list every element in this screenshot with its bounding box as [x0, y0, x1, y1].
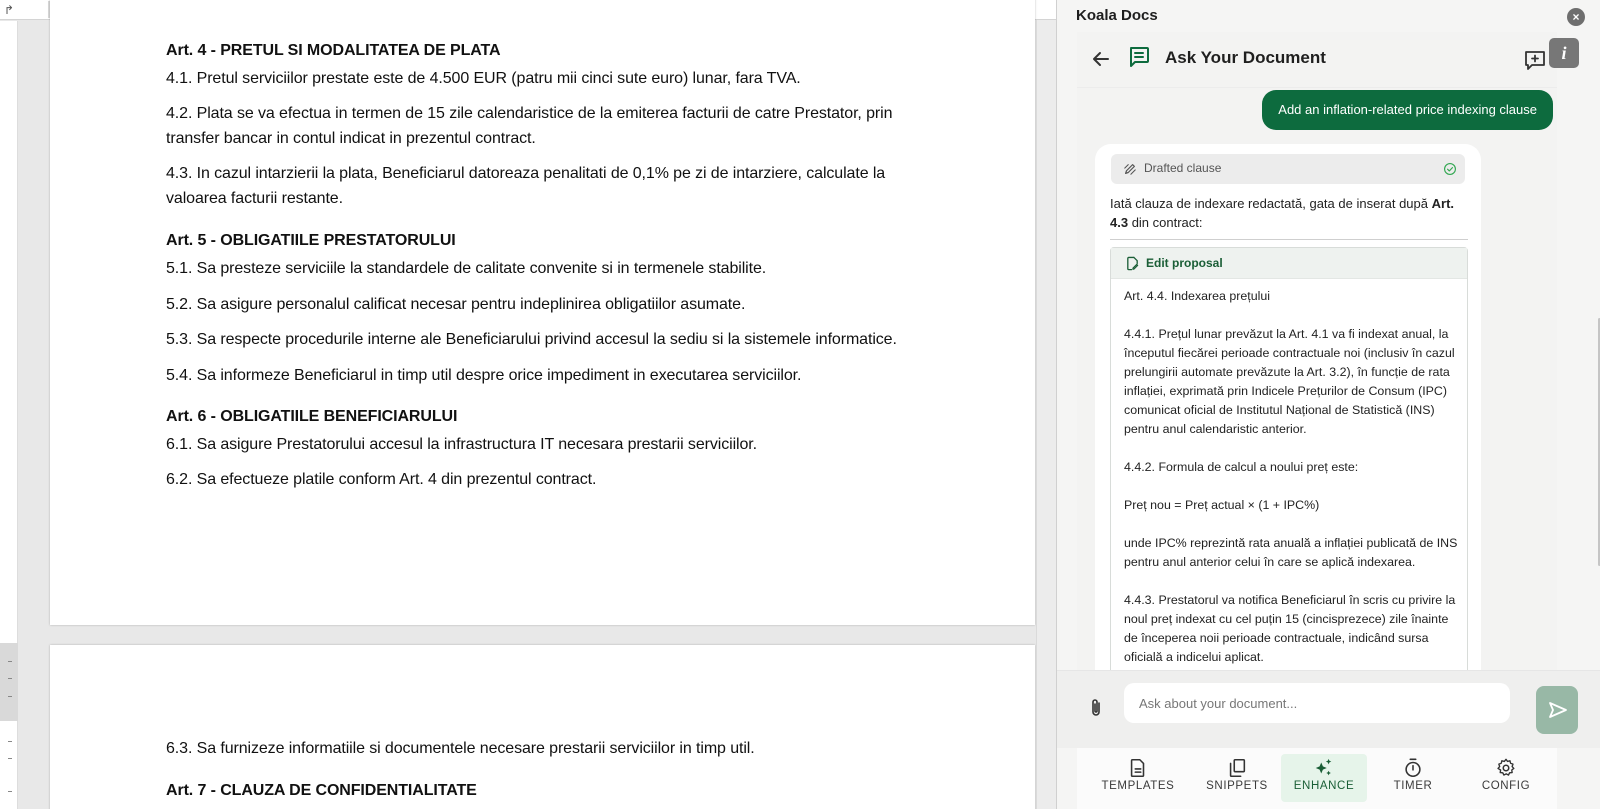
paragraph: 6.3. Sa furnizeze informatiile si documentele necesare prestarii serviciilor in timp util. [166, 740, 755, 757]
bottom-navigation [1077, 748, 1557, 809]
assistant-message-card [1095, 144, 1481, 670]
close-panel-button[interactable]: × [1567, 8, 1585, 26]
send-icon [1536, 686, 1578, 734]
paperclip-icon[interactable] [1087, 697, 1105, 719]
ask-document-input[interactable] [1124, 683, 1510, 723]
nav-label: ENHANCE [1293, 780, 1355, 792]
pen-edit-icon [1123, 162, 1137, 176]
edit-proposal-button[interactable]: Edit proposal [1146, 256, 1223, 270]
edit-proposal-header[interactable] [1111, 248, 1467, 279]
article-heading: Art. 4 - PRETUL SI MODALITATEA DE PLATA [166, 42, 501, 59]
article-heading: Art. 5 - OBLIGATIILE PRESTATORULUI [166, 232, 456, 249]
nav-label: SNIPPETS [1206, 780, 1268, 792]
ruler-tick [8, 758, 12, 759]
intro-text: din contract: [1128, 215, 1203, 230]
check-circle-icon [1443, 162, 1457, 176]
paragraph: 4.2. Plata se va efectua in termen de 15 zile calendaristice de la emiterea facturii de catre Prestator, prin [166, 105, 893, 122]
ruler-tick [8, 678, 12, 679]
paragraph: 5.2. Sa asigure personalul calificat necesar pentru indeplinirea obligatiilor asumate. [166, 296, 746, 313]
ruler-tick [8, 741, 12, 742]
intro-bold-ref: Art. [1431, 196, 1455, 211]
gear-icon [1495, 757, 1517, 779]
nav-templates[interactable] [1095, 754, 1181, 802]
nav-timer[interactable] [1370, 754, 1456, 802]
paragraph: 4.1. Pretul serviciilor prestate este de 4.500 EUR (patru mii cinci sute euro) lunar, fara TVA. [166, 70, 801, 87]
stopwatch-icon [1402, 757, 1424, 779]
proposal-text [1124, 287, 1460, 670]
document-scrollbar[interactable] [1036, 20, 1056, 809]
assistant-intro-text [1110, 194, 1468, 232]
nav-config[interactable] [1463, 754, 1549, 802]
article-heading: Art. 7 - CLAUZA DE CONFIDENTIALITATE [166, 782, 477, 799]
ruler-tick [8, 661, 12, 662]
info-button[interactable]: i [1549, 38, 1579, 68]
copy-icon [1226, 757, 1248, 779]
drafted-clause-label: Drafted clause [1144, 161, 1222, 175]
paragraph: 5.1. Sa presteze serviciile la standardele de calitate convenite si in termenele stabilite. [166, 260, 767, 277]
document-page[interactable] [50, 645, 1035, 809]
nav-label: TEMPLATES [1101, 780, 1175, 792]
paragraph: transfer bancar in contul indicat in prezentul contract. [166, 130, 536, 147]
proposal-paragraph: 4.4.3. Prestatorul va notifica Beneficiarul în scris cu privire la noul preț indexat cu cel puțin 15 (cincisprezece) zile înainte de începerea noii perioade contractuale, indicând sursa oficială a indicelui aplicat. [1124, 593, 1456, 664]
paragraph: 5.4. Sa informeze Beneficiarul in timp util despre orice impediment in executarea serviciilor. [166, 367, 802, 384]
paragraph: valoarea facturii restante. [166, 190, 343, 207]
document-icon [1127, 757, 1149, 779]
intro-bold-ref: 4.3 [1110, 215, 1129, 230]
vertical-ruler-margin [0, 643, 18, 721]
nav-label: CONFIG [1481, 780, 1531, 792]
koala-docs-panel [1056, 0, 1600, 809]
edit-proposal-box [1110, 247, 1468, 670]
intro-text: Iată clauza de indexare redactată, gata de inserat după [1110, 196, 1432, 211]
paragraph: 6.1. Sa asigure Prestatorului accesul la infrastructura IT necesara prestarii serviciilor. [166, 436, 757, 453]
paragraph: 6.2. Sa efectueze platile conform Art. 4 din prezentul contract. [166, 471, 597, 488]
document-page[interactable] [50, 0, 1035, 625]
divider [1110, 239, 1468, 240]
proposal-paragraph: 4.4.2. Formula de calcul a noului preț este: [1124, 460, 1359, 474]
nav-enhance[interactable] [1281, 754, 1367, 802]
drafted-clause-status[interactable] [1111, 154, 1465, 184]
chat-message-icon [1127, 45, 1151, 69]
chat-header [1077, 32, 1557, 88]
nav-snippets[interactable] [1194, 754, 1280, 802]
ruler-tick [8, 791, 12, 792]
app-title: Koala Docs [1076, 7, 1158, 24]
chat-input-bar [1057, 670, 1600, 748]
vertical-ruler[interactable] [0, 21, 18, 809]
proposal-paragraph: unde IPC% reprezintă rata anuală a inflației publicată de INS pentru anul anterior celui în care se aplică indexarea. [1124, 536, 1458, 569]
nav-label: TIMER [1393, 780, 1433, 792]
article-heading: Art. 6 - OBLIGATIILE BENEFICIARULUI [166, 408, 458, 425]
tab-stop-selector[interactable]: ↱ [3, 3, 15, 17]
back-arrow-icon[interactable] [1089, 47, 1113, 71]
ruler-tick [8, 696, 12, 697]
proposal-paragraph: 4.4.1. Prețul lunar prevăzut la Art. 4.1 va fi indexat anual, la începutul fiecărei perioade contractuale noi (inclusiv în cazul prelungirii automate prevăzute la Art. 3.2), în funcție de rata inflației, exprimată prin Indicele Prețurilor de Consum (IPC) comunicat oficial de Institutul Național de Statistică (INS) pentru anul calendaristic anterior. [1124, 327, 1455, 436]
chat-title: Ask Your Document [1165, 48, 1326, 67]
user-message-bubble: Add an inflation-related price indexing clause [1262, 90, 1553, 130]
proposal-title: Art. 4.4. Indexarea prețului [1124, 289, 1271, 303]
proposal-formula: Preț nou = Preț actual × (1 + IPC%) [1124, 498, 1320, 512]
file-edit-icon [1125, 256, 1140, 271]
chat-messages[interactable] [1077, 88, 1557, 670]
new-chat-icon[interactable] [1523, 48, 1547, 72]
paragraph: 5.3. Sa respecte procedurile interne ale Beneficiarului privind accesul la sediu si la sistemele informatice. [166, 331, 897, 348]
sparkles-icon [1313, 757, 1335, 779]
paragraph: 4.3. In cazul intarzierii la plata, Beneficiarul datoreaza penalitati de 0,1% pe zi de intarziere, calculate la [166, 165, 886, 182]
send-button[interactable] [1536, 686, 1578, 734]
